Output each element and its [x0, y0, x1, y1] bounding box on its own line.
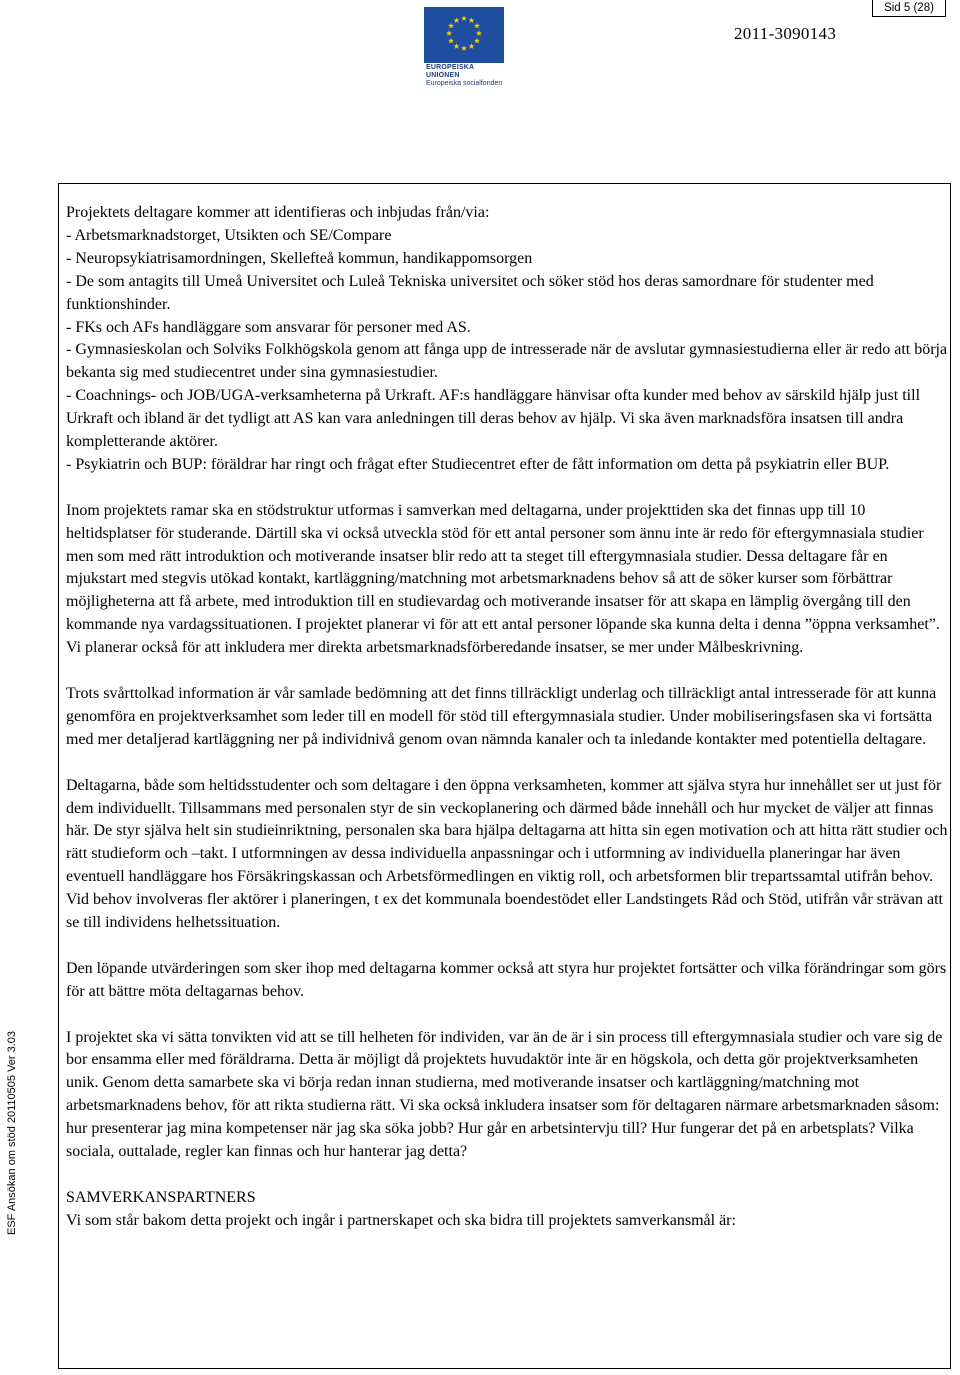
side-label-text: ESF Ansökan om stöd 20110505 Ver 3.03	[6, 1030, 18, 1235]
section-heading: SAMVERKANSPARTNERS	[66, 1188, 256, 1206]
page-number: Sid 5 (28)	[872, 0, 946, 17]
recruitment-item: - Neuropsykiatrisamordningen, Skellefteå kommun, handikappomsorgen	[66, 249, 533, 267]
recruitment-item: - Coachnings- och JOB/UGA-verksamheterna på Urkraft. AF:s handläggare hänvisar ofta kunder med behov av särskild hjälp just till Urkraft och ibland är det tydligt att AS kan vara anledningen till deras behov av hjälp. Vi ska även marknadsföra insatsen till andra kompletterande aktörer.	[66, 387, 921, 451]
eu-flag-icon	[424, 7, 504, 63]
recruitment-item: - Arbetsmarknadstorget, Utsikten och SE/Compare	[66, 226, 392, 244]
recruitment-item: - Psykiatrin och BUP: föräldrar har ringt och frågat efter Studiecentret efter de fått information om detta på psykiatrin eller BUP.	[66, 455, 890, 473]
recruitment-item: - FKs och AFs handläggare som ansvarar för personer med AS.	[66, 318, 471, 336]
paragraph-assessment: Trots svårttolkad information är vår samlade bedömning att det finns tillräckligt underlag och tillräckligt antal intresserade för att kunna genomföra en projektverksamhet som leder till en modell för stöd till eftergymnasiala studier. Under mobiliseringsfasen ska vi fortsätta med mer detaljerad kartläggning ner på individnivå genom ovan nämnda kanaler och ta inledande kontakter med potentiella deltagare.	[66, 685, 937, 748]
paragraph-holistic: I projektet ska vi sätta tonvikten vid att se till helheten för individen, var än de är i sin process till eftergymnasiala studier och vare sig de bor ensamma eller med föräldrarna. Detta är möjligt då projektets huvudaktör inte är en högskola, och detta gör projektverksamheten unik. Genom detta samarbete ska vi börja redan innan studierna, med motiverande insatser och kartläggning/matchning mot arbetsmarknadens behov, för att rikta studierna rätt. Vi ska också inkludera insatser som för deltagaren närmare arbetsmarknaden såsom: hur presenterar jag mina kompetenser när jag ska söka jobb? Hur går en arbetsintervju till? Hur fungerar det på en arbetsplats? Vilka sociala, outtalade, regler kan finnas och hur hanterar jag detta?	[66, 1028, 943, 1161]
logo-brand-text: EUROPEISKA UNIONEN	[426, 64, 475, 79]
recruitment-intro: Projektets deltagare kommer att identifieras och inbjudas från/via:	[66, 204, 490, 221]
reference-number: 2011-3090143	[734, 24, 837, 43]
logo-fund-text: Europeiska socialfonden	[426, 80, 503, 87]
paragraph-participants: Deltagarna, både som heltidsstudenter och som deltagare i den öppna verksamheten, kommer att själva styra hur innehållet ser ut just för dem individuellt. Tillsammans med personalen styr de sin veckoplanering och därmed både innehåll och hur mycket de väljer att finnas här. De styr själva helt sin studieinriktning, personalen ska bara hjälpa deltagarna att hitta sin egen motivation och att hitta rätt studier och rätt studieform och –takt. I utformningen av dessa individuella anpassningar och i utformning av individuella planeringar har även eventuell handläggare hos Försäkringskassan och Arbetsförmedlingen en viktig roll, och arbetsformen blir trepartssamtal utifrån behov. Vid behov involveras fler aktörer i planeringen, t ex det kommunala boendestödet eller Landstingets Råd och Stöd, utifrån vår strävan att se till individens helhetssituation.	[66, 776, 948, 932]
document-body	[66, 202, 950, 1233]
section-intro: Vi som står bakom detta projekt och ingår i partnerskapet och ska bidra till projektets samverkansmål är:	[66, 1211, 736, 1229]
paragraph-support-structure: Inom projektets ramar ska en stödstruktur utformas i samverkan med deltagarna, under projekttiden ska det finnas upp till 10 heltidsplatser för studerande. Därtill ska vi också utveckla stöd för ett antal personer som ännu inte är redo för eftergymnasiala studier men som med rätt introduktion och motiverande insatser blir redo att ta steget till eftergymnasiala studier. Dessa deltagare får en mjukstart med stegvis utökad kontakt, kartläggning/matchning mot arbetsmarknadens behov så att de söker kurser som förbättrar möjligheterna att få arbete, med introduktion till en studievardag och motiverande insatser för att skapa en lämplig övergång till den kommande nya vardagssituationen. I projektet planerar vi för att ett antal personer löpande ska kunna delta i denna ”öppna verksamhet”. Vi planerar också för att inkludera mer direkta arbetsmarknadsförberedande insatser, se mer under Målbeskrivning.	[66, 501, 940, 657]
eu-logo	[424, 7, 506, 87]
recruitment-item: - De som antagits till Umeå Universitet och Luleå Tekniska universitet och söker stöd hos deras samordnare för studenter med funktionshinder.	[66, 272, 874, 313]
recruitment-item: - Gymnasieskolan och Solviks Folkhögskola genom att fånga upp de intresserade när de avslutar gymnasiestudierna eller är redo att börja bekanta sig med studiecentret under sina gymnasiestudier.	[66, 341, 948, 382]
side-label	[0, 1015, 18, 1235]
paragraph-evaluation: Den löpande utvärderingen som sker ihop med deltagarna kommer också att styra hur projektet fortsätter och vilka förändringar som görs för att bättre möta deltagarnas behov.	[66, 959, 947, 1000]
